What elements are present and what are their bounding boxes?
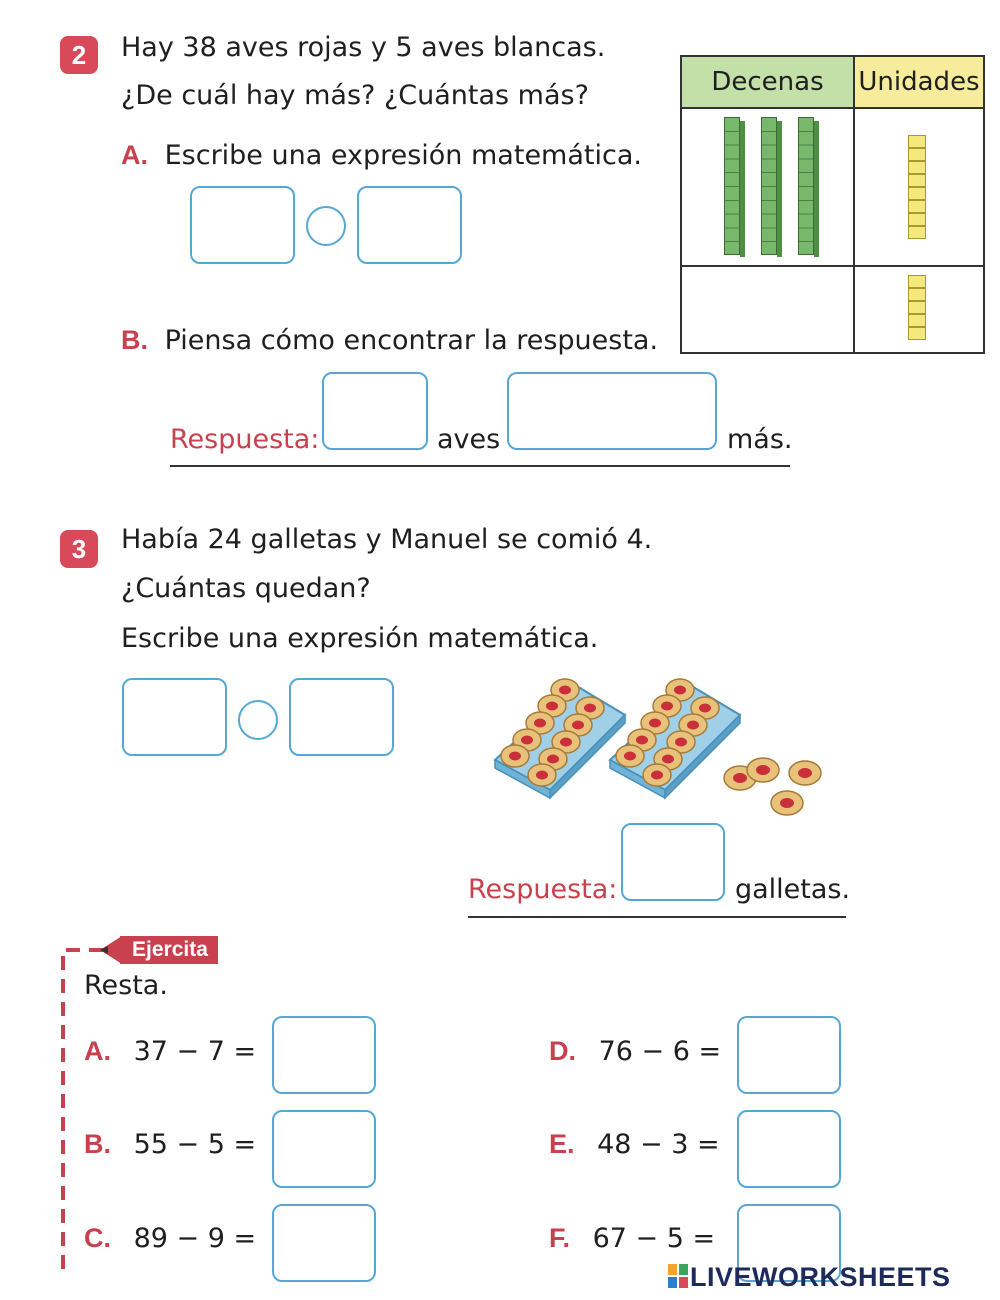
p2-expression-box-1[interactable] (190, 186, 295, 264)
part-a-letter: A. (121, 140, 148, 170)
unit-cube (908, 226, 926, 239)
practice-answer-box-d[interactable] (737, 1016, 841, 1094)
problem-2-badge: 2 (60, 36, 98, 74)
pencil-tip-icon (100, 936, 122, 964)
p3-answer-underline (468, 916, 846, 918)
table-divider-vertical (853, 57, 855, 352)
part-b-text: Piensa cómo encontrar la respuesta. (164, 325, 659, 356)
practice-expression: 37 − 7 = (133, 1036, 257, 1067)
problem-2-line-2: ¿De cuál hay más? ¿Cuántas más? (121, 80, 589, 111)
practice-item-e (549, 1129, 720, 1160)
p2-answer-number-box[interactable] (322, 372, 428, 450)
practice-letter: D. (549, 1036, 576, 1066)
practice-item-d (549, 1036, 721, 1067)
practice-letter: B. (84, 1129, 111, 1159)
place-value-table (680, 55, 985, 354)
practice-expression: 48 − 3 = (597, 1129, 720, 1160)
practice-answer-box-c[interactable] (272, 1204, 376, 1282)
cookies-illustration (490, 670, 830, 820)
practice-tag: Ejercita (120, 936, 218, 964)
practice-answer-box-b[interactable] (272, 1110, 376, 1188)
p2-answer-word-2: más. (727, 424, 793, 455)
p3-answer-word: galletas. (735, 874, 851, 905)
liveworksheets-brand: LIVEWORKSHEETS (690, 1262, 951, 1292)
unit-cube (908, 187, 926, 200)
p3-operator-circle[interactable] (238, 700, 278, 740)
problem-3-line-1: Había 24 galletas y Manuel se comió 4. (121, 524, 653, 555)
practice-item-c (84, 1223, 256, 1254)
practice-expression: 67 − 5 = (592, 1223, 716, 1254)
problem-3-line-3: Escribe una expresión matemática. (121, 623, 599, 654)
unit-cube (908, 301, 926, 314)
unit-cube (908, 213, 926, 226)
practice-instruction: Resta. (84, 970, 168, 1001)
unit-cube (908, 135, 926, 148)
problem-2-part-b (121, 325, 658, 356)
unit-cube (908, 174, 926, 187)
unit-cube (908, 314, 926, 327)
practice-item-f (549, 1223, 715, 1254)
ten-rod (798, 117, 814, 255)
practice-expression: 55 − 5 = (133, 1129, 257, 1160)
p3-answer-label: Respuesta: (468, 874, 618, 905)
unit-cube (908, 200, 926, 213)
p2-expression-box-2[interactable] (357, 186, 462, 264)
practice-answer-box-a[interactable] (272, 1016, 376, 1094)
p2-answer-color-box[interactable] (507, 372, 717, 450)
problem-2-part-a (121, 140, 642, 171)
unit-cube (908, 275, 926, 288)
unit-cube (908, 327, 926, 340)
part-b-letter: B. (121, 325, 148, 355)
problem-3-line-2: ¿Cuántas quedan? (121, 573, 371, 604)
liveworksheets-logo-icon (668, 1264, 688, 1288)
practice-letter: E. (549, 1129, 575, 1159)
table-divider-horizontal (682, 265, 983, 267)
practice-letter: C. (84, 1223, 111, 1253)
p3-expression-box-2[interactable] (289, 678, 394, 756)
p3-expression-box-1[interactable] (122, 678, 227, 756)
p2-answer-label: Respuesta: (170, 424, 320, 455)
practice-expression: 76 − 6 = (598, 1036, 722, 1067)
part-a-text: Escribe una expresión matemática. (164, 140, 642, 171)
ten-rod (724, 117, 740, 255)
problem-2-line-1: Hay 38 aves rojas y 5 aves blancas. (121, 32, 606, 63)
ten-rod (761, 117, 777, 255)
practice-answer-box-e[interactable] (737, 1110, 841, 1188)
problem-3-badge: 3 (60, 530, 98, 568)
tens-header: Decenas (682, 57, 853, 109)
practice-letter: F. (549, 1223, 571, 1253)
ones-header: Unidades (855, 57, 983, 109)
practice-expression: 89 − 9 = (133, 1223, 257, 1254)
practice-item-a (84, 1036, 256, 1067)
unit-cube (908, 161, 926, 174)
p3-answer-box[interactable] (621, 823, 725, 901)
p2-answer-word-1: aves (437, 424, 501, 455)
practice-item-b (84, 1129, 256, 1160)
unit-cube (908, 288, 926, 301)
p2-operator-circle[interactable] (306, 206, 346, 246)
p2-answer-underline (170, 465, 790, 467)
practice-letter: A. (84, 1036, 111, 1066)
unit-cube (908, 148, 926, 161)
